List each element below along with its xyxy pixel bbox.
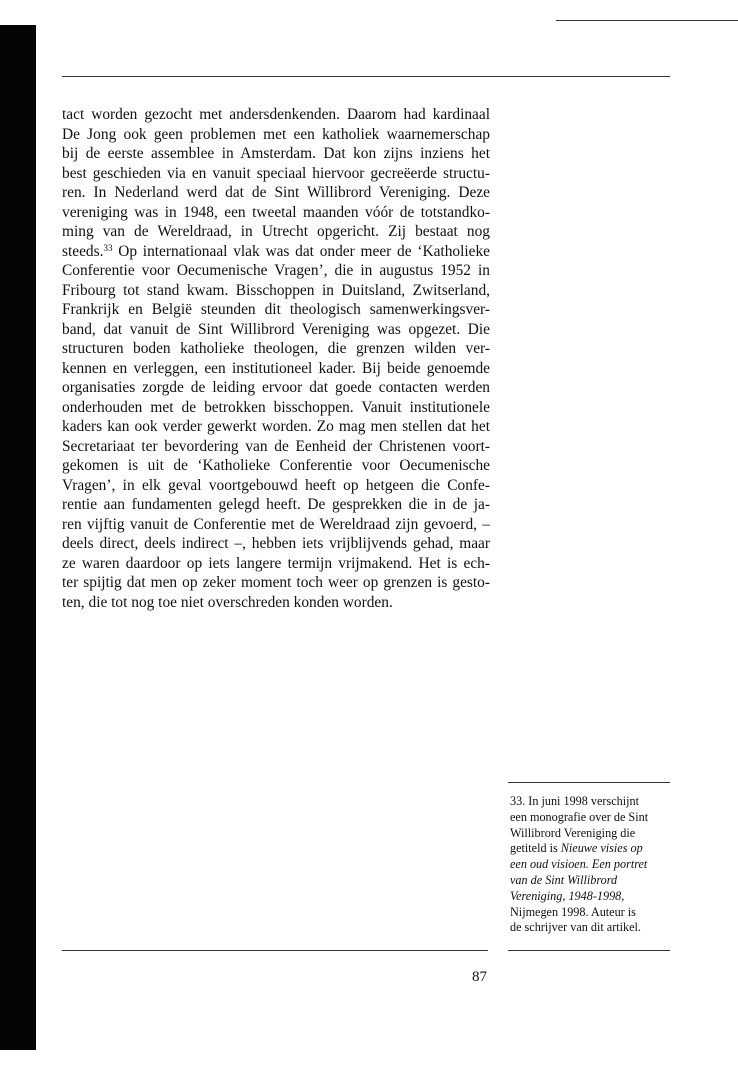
text-line: tact worden gezocht met andersdenkenden. Daarom had kardinaal (62, 106, 490, 123)
header-rule (62, 76, 670, 77)
footnote-line (510, 889, 675, 905)
text-line: ren vijftig vanuit de Conferentie met de Wereldraad zijn gevoerd, – (62, 515, 490, 533)
text-line: structuren boden katholieke theologen, die grenzen wilden ver- (62, 340, 490, 357)
footnote-top-rule (508, 782, 670, 783)
footnote-reference[interactable]: 33 (103, 242, 113, 253)
text-line: best geschieden via en vanuit speciaal hiervoor gecreëerde structu- (62, 164, 490, 182)
footnote-title-italic: Vereniging, 1948-1998, (510, 888, 625, 903)
footnote-line: Nijmegen 1998. Auteur is (510, 904, 636, 919)
text-segment: steeds. (62, 242, 104, 260)
footnote-line (510, 857, 675, 873)
scan-binding-edge (0, 25, 36, 1050)
text-line: vereniging was in 1948, een tweetal maanden vóór de totstandko- (62, 203, 490, 221)
footnote-line: Willibrord Vereniging die (510, 825, 636, 840)
text-line: kennen en verleggen, een institutioneel kader. Bij beide genoemde (62, 359, 490, 377)
top-right-rule (556, 20, 738, 21)
main-text (62, 105, 490, 612)
text-line: organisaties zorgde de leiding ervoor dat goede contacten werden (62, 379, 490, 396)
text-line: Frankrijk en België steunden dit theologisch samenwerkingsver- (62, 301, 490, 318)
text-line: onderhouden met de betrokken bisschoppen. Vanuit institutionele (62, 398, 490, 416)
text-line: band, dat vanuit de Sint Willibrord Vereniging was opgezet. Die (62, 320, 490, 338)
text-segment: Op internationaal vlak was dat onder meer de ‘Katholieke (112, 242, 490, 260)
text-line: ten, die tot nog toe niet overschreden konden worden. (62, 593, 393, 611)
text-line: ming van de Wereldraad, in Utrecht opgericht. Zij bestaat nog (62, 223, 490, 240)
footnote-title-italic: een oud visioen. Een portret (510, 857, 648, 872)
text-line: Conferentie voor Oecumenische Vragen’, die in augustus 1952 in (62, 262, 490, 279)
text-line: ze waren daardoor op iets langere termijn vrijmakend. Het is ech- (62, 554, 490, 572)
footnote-line: de schrijver van dit artikel. (510, 920, 641, 935)
text-line: Secretariaat ter bevordering van de Eenheid der Christenen voort- (62, 437, 490, 455)
text-line: deels direct, deels indirect –, hebben iets vrijblijvends gehad, maar (62, 535, 490, 552)
footnote-line (510, 841, 675, 857)
footnote-33 (510, 794, 675, 936)
text-line: kaders kan ook verder gewerkt worden. Zo mag men stellen dat het (62, 418, 490, 435)
text-line: ren. In Nederland werd dat de Sint Willibrord Vereniging. Deze (62, 184, 490, 201)
footer-rule-right (508, 950, 670, 951)
footnote-title-italic: van de Sint Willibrord (510, 872, 618, 887)
footnote-line: een monografie over de Sint (510, 809, 649, 824)
text-line: rentie aan fundamenten gelegd heeft. De gesprekken die in de ja- (62, 496, 490, 513)
footnote-text: getiteld is (510, 841, 561, 856)
footer-rule-left (62, 950, 488, 951)
text-line: Vragen’, in elk geval voortgebouwd heeft op hetgeen die Confe- (62, 476, 490, 494)
text-line-with-footnote (62, 242, 490, 262)
text-line: gekomen is uit de ‘Katholieke Conferentie voor Oecumenische (62, 457, 490, 474)
page-number: 87 (472, 969, 487, 985)
text-line: Fribourg tot stand kwam. Bisschoppen in Duitsland, Zwitserland, (62, 281, 490, 299)
text-line: bij de eerste assemblee in Amsterdam. Dat kon zijns inziens het (62, 145, 490, 162)
text-line: De Jong ook geen problemen met een katholiek waarnemerschap (62, 125, 490, 143)
text-line: ter spijtig dat men op zeker moment toch weer op grenzen is gesto- (62, 574, 490, 591)
footnote-line: 33. In juni 1998 verschijnt (510, 794, 639, 808)
footnote-title-italic: Nieuwe visies op (560, 841, 643, 856)
footnote-line (510, 873, 675, 889)
